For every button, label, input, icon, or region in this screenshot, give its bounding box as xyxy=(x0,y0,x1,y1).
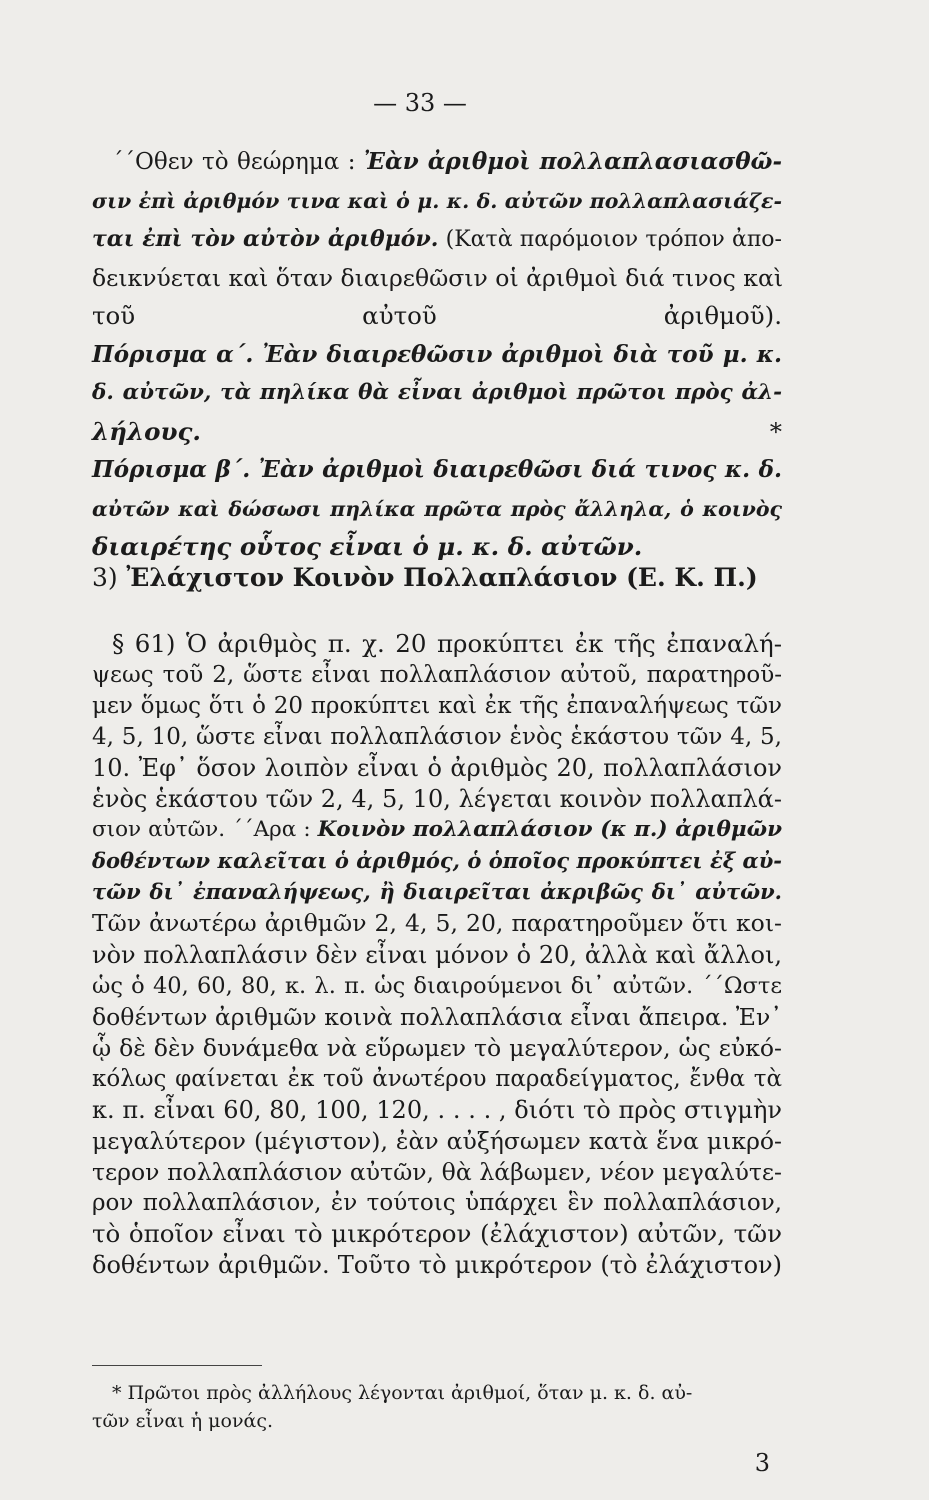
emphasized-text: Κοινὸν πολλαπλάσιον (κ π.) ἀριθμῶν xyxy=(317,817,782,843)
plain-text: ψεως τοῦ 2, ὥστε εἶναι πολλαπλάσιον αὐτοῦ, παρατηροῦ- xyxy=(92,662,782,689)
text-line xyxy=(92,1095,782,1125)
emphasized-text: Ἐὰν ἀριθμοὶ πολλαπλασιασθῶ- xyxy=(363,148,782,175)
signature-mark: 3 xyxy=(754,1449,770,1477)
plain-text: ρον πολλαπλάσιον, ἐν τούτοις ὑπάρχει ἓν πολλαπλάσιον, xyxy=(92,1189,782,1216)
text-line xyxy=(92,455,782,485)
text-line xyxy=(92,691,782,721)
text-line xyxy=(92,1033,782,1063)
plain-text: ἑνὸς ἑκάστου τῶν 2, 4, 5, 10, λέγεται κοινὸν πολλαπλά- xyxy=(92,785,782,814)
footnote-line: * Πρῶτοι πρὸς ἀλλήλους λέγονται ἀριθμοί, ὅταν μ. κ. δ. αὐ- xyxy=(112,1382,693,1404)
text-line xyxy=(92,301,782,331)
plain-text: νὸν πολλαπλάσιν δὲν εἶναι μόνον ὁ 20, ἀλλὰ καὶ ἄλλοι, xyxy=(92,940,782,969)
plain-text: ὡς ὁ 40, 60, 80, κ. λ. π. ὡς διαιρούμενοι δι᾽ αὐτῶν. ΄΄Ωστε xyxy=(92,972,782,999)
text-line xyxy=(92,722,782,752)
text-line xyxy=(92,340,782,370)
plain-text: δοθέντων ἀριθμῶν. Τοῦτο τὸ μικρότερον (τὸ ἐλάχιστον) xyxy=(92,1251,782,1279)
text-line xyxy=(92,378,782,408)
plain-text: κόλως φαίνεται ἐκ τοῦ ἀνωτέρου παραδείγματος, ἔνθα τὰ xyxy=(92,1065,782,1092)
plain-text: ᾧ δὲ δὲν δυνάμεθα νὰ εὕρωμεν τὸ μεγαλύτερον, ὡς εὐκό- xyxy=(92,1033,782,1062)
footnote-rule xyxy=(92,1365,262,1366)
section-title: Ἐλάχιστον Κοινὸν Πολλαπλάσιον (Ε. Κ. Π.) xyxy=(126,563,758,592)
emphasized-text: Πόρισμα α΄. Ἐὰν διαιρεθῶσιν ἀριθμοὶ διὰ τοῦ μ. κ. xyxy=(92,340,782,368)
emphasized-text: ται ἐπὶ τὸν αὐτὸν ἀριθμόν. xyxy=(92,226,439,252)
plain-text: τοῦ αὐτοῦ ἀριθμοῦ). xyxy=(92,301,782,330)
section-number: 3) xyxy=(92,563,118,592)
text-line xyxy=(92,940,782,970)
plain-text: ΄΄Οθεν τὸ θεώρημα : xyxy=(112,149,364,175)
text-line xyxy=(92,1188,782,1218)
text-line xyxy=(112,147,782,177)
text-line xyxy=(92,1250,782,1280)
text-line xyxy=(92,908,782,938)
plain-text: τὸ ὁποῖον εἶναι τὸ μικρότερον (ἐλάχιστον) αὐτῶν, τῶν xyxy=(92,1218,782,1248)
text-line xyxy=(92,877,782,907)
text-line xyxy=(92,1002,782,1032)
text-line xyxy=(92,1126,782,1156)
text-line xyxy=(112,629,782,659)
section-heading xyxy=(92,562,782,594)
page-number-header: — 33 — xyxy=(373,89,467,117)
text-line xyxy=(92,784,782,814)
emphasized-text: δ. αὐτῶν, τὰ πηλίκα θὰ εἶναι ἀριθμοὶ πρῶτοι πρὸς ἀλ- xyxy=(92,380,782,405)
plain-text: μεγαλύτερον (μέγιστον), ἐὰν αὐξήσωμεν κατὰ ἕνα μικρό- xyxy=(92,1126,782,1155)
text-line xyxy=(92,263,782,293)
text-line xyxy=(92,186,782,216)
text-line xyxy=(92,1064,782,1094)
emphasized-text: Πόρισμα β΄. Ἐὰν ἀριθμοὶ διαιρεθῶσι διά τινος κ. δ. xyxy=(92,456,782,483)
text-line xyxy=(92,660,782,690)
text-line xyxy=(92,224,782,255)
text-line xyxy=(92,815,782,845)
plain-text: § 61) Ὁ ἀριθμὸς π. χ. 20 προκύπτει ἐκ τῆς ἐπαναλή- xyxy=(112,629,782,658)
emphasized-text: δοθέντων καλεῖται ὁ ἀριθμός, ὁ ὁποῖος προκύπτει ἐξ αὐ- xyxy=(92,848,782,874)
emphasized-text: τῶν δι᾽ ἐπαναλήψεως, ἢ διαιρεῖται ἀκριβῶς δι᾽ αὐτῶν. xyxy=(92,879,782,905)
plain-text: δοθέντων ἀριθμῶν κοινὰ πολλαπλάσια εἶναι ἄπειρα. Ἐν᾽ xyxy=(92,1002,782,1031)
text-line xyxy=(92,417,782,447)
plain-text: * xyxy=(200,416,782,446)
plain-text: 10. Ἐφ᾽ ὅσον λοιπὸν εἶναι ὁ ἀριθμὸς 20, πολλαπλάσιον xyxy=(92,754,782,783)
emphasized-text: διαιρέτης οὗτος εἶναι ὁ μ. κ. δ. αὐτῶν. xyxy=(92,532,643,561)
text-line xyxy=(92,1157,782,1187)
emphasized-text: σιν ἐπὶ ἀριθμόν τινα καὶ ὁ μ. κ. δ. αὐτῶν πολλαπλασιάζε- xyxy=(92,188,782,213)
plain-text: δεικνύεται καὶ ὅταν διαιρεθῶσιν οἱ ἀριθμοὶ διά τινος καὶ xyxy=(92,263,784,292)
plain-text: κ. π. εἶναι 60, 80, 100, 120, . . . . , διότι τὸ πρὸς στιγμὴν xyxy=(92,1095,782,1124)
text-line xyxy=(92,494,782,524)
plain-text: 4, 5, 10, ὥστε εἶναι πολλαπλάσιον ἑνὸς ἑκάστου τῶν 4, 5, xyxy=(92,724,782,751)
text-line xyxy=(92,532,782,562)
text-line xyxy=(92,753,782,783)
text-line xyxy=(92,846,782,876)
plain-text: μεν ὅμως ὅτι ὁ 20 προκύπτει καὶ ἐκ τῆς ἐπαναλήψεως τῶν xyxy=(92,693,782,720)
text-line xyxy=(92,1219,782,1249)
emphasized-text: λήλους. xyxy=(92,416,201,446)
plain-text: (Κατὰ παρόμοιον τρόπον ἀπο- xyxy=(438,227,782,252)
emphasized-text: αὐτῶν καὶ δώσωσι πηλίκα πρῶτα πρὸς ἄλληλα, ὁ κοινὸς xyxy=(92,496,782,521)
footnote-line: τῶν εἶναι ἡ μονάς. xyxy=(92,1410,274,1432)
plain-text: Τῶν ἀνωτέρω ἀριθμῶν 2, 4, 5, 20, παρατηροῦμεν ὅτι κοι- xyxy=(92,909,782,938)
text-line xyxy=(92,971,782,1001)
plain-text: τερον πολλαπλάσιον αὐτῶν, θὰ λάβωμεν, νέον μεγαλύτε- xyxy=(92,1157,782,1186)
plain-text: σιον αὐτῶν. ΄΄Αρα : xyxy=(92,817,318,843)
